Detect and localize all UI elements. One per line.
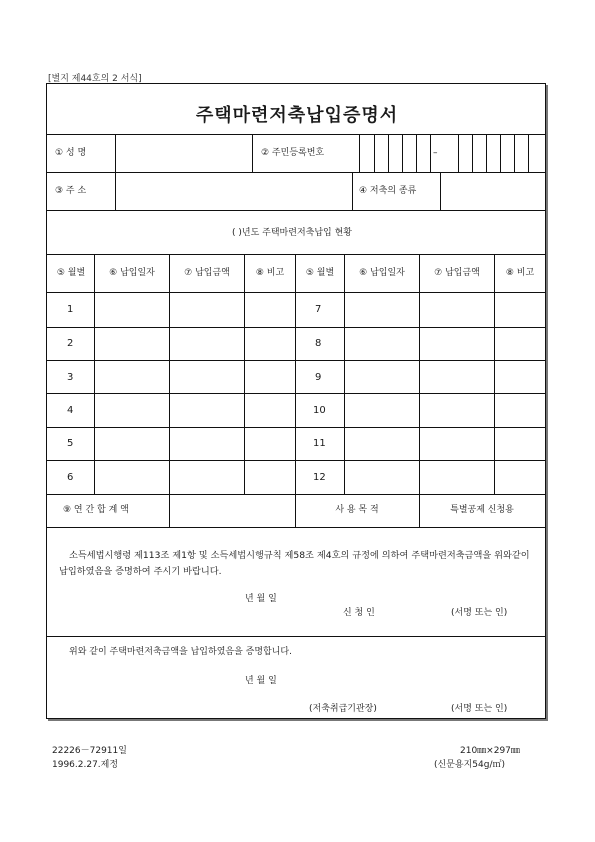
deposit-type-label: ④ 저축의 종류 xyxy=(359,186,417,196)
header-payment-date-left: ⑥ 납입일자 xyxy=(109,268,155,278)
month-cell: 5 xyxy=(67,438,74,449)
month-cell: 12 xyxy=(313,472,326,483)
resident-no-cell-divider xyxy=(388,134,389,172)
table-column-divider xyxy=(494,254,495,494)
month-cell: 11 xyxy=(313,438,326,449)
resident-number-label: ② 주민등록번호 xyxy=(261,148,325,158)
rule-below-headers xyxy=(47,292,545,293)
form-number-note: [별지 제44호의 2 서식] xyxy=(48,74,142,84)
form-title: 주택마련저축납입증명서 xyxy=(195,105,399,126)
paper-type: (신문용지54g/㎡) xyxy=(434,760,505,770)
month-cell: 8 xyxy=(315,338,322,349)
rule-month-row xyxy=(47,327,545,328)
divider-name-value xyxy=(252,134,253,172)
certificate-text: 위와 같이 주택마련저축금액을 납입하였음을 증명합니다. xyxy=(69,647,292,657)
header-payment-date-right: ⑥ 납입일자 xyxy=(359,268,405,278)
header-payment-amount-left: ⑦ 납입금액 xyxy=(184,268,230,278)
rule-below-title xyxy=(47,134,545,135)
month-cell: 10 xyxy=(313,405,326,416)
header-remarks-left: ⑧ 비고 xyxy=(255,268,285,278)
month-cell: 9 xyxy=(315,372,322,383)
month-cell: 4 xyxy=(67,405,74,416)
header-payment-amount-right: ⑦ 납입금액 xyxy=(434,268,480,278)
header-month-right: ⑤ 월별 xyxy=(305,268,335,278)
divider-resident-no-label xyxy=(359,134,360,172)
rule-month-row xyxy=(47,427,545,428)
table-column-divider xyxy=(94,254,95,494)
applicant-label: 신 청 인 xyxy=(343,608,375,618)
rule-below-status-heading xyxy=(47,254,545,255)
paper-size: 210㎜×297㎜ xyxy=(460,746,520,756)
resident-no-cell-divider xyxy=(514,134,515,172)
resident-no-cell-divider xyxy=(402,134,403,172)
rule-below-name-row xyxy=(47,172,545,173)
name-label: ① 성 명 xyxy=(55,148,87,158)
resident-no-cell-divider xyxy=(416,134,417,172)
resident-no-cell-divider xyxy=(528,134,529,172)
special-deduction-label: 특별공제 신청용 xyxy=(450,505,514,515)
divider-label-column xyxy=(115,134,116,210)
month-cell: 7 xyxy=(315,304,322,315)
usage-purpose-label: 사 용 목 적 xyxy=(335,505,379,515)
rule-below-address-row xyxy=(47,210,545,211)
table-column-divider xyxy=(244,254,245,494)
table-column-divider xyxy=(344,254,345,494)
address-label: ③ 주 소 xyxy=(55,186,87,196)
table-column-divider xyxy=(295,254,296,527)
rule-month-row xyxy=(47,393,545,394)
issuer-label: (저축취급기관장) xyxy=(309,704,377,714)
month-cell: 6 xyxy=(67,472,74,483)
applicant-signature: (서명 또는 인) xyxy=(451,608,508,618)
rule-below-total-row xyxy=(47,527,545,528)
issuer-signature: (서명 또는 인) xyxy=(451,704,508,714)
rule-month-row xyxy=(47,460,545,461)
header-remarks-right: ⑧ 비고 xyxy=(505,268,535,278)
divider-address-value xyxy=(352,172,353,210)
resident-no-cell-divider xyxy=(500,134,501,172)
request-date: 년 월 일 xyxy=(245,594,277,604)
resident-no-cell-divider xyxy=(486,134,487,172)
resident-no-cell-divider xyxy=(458,134,459,172)
month-cell: 3 xyxy=(67,372,74,383)
header-month-left: ⑤ 월별 xyxy=(56,268,86,278)
request-text: 소득세법시행령 제113조 제1항 및 소득세법시행규칙 제58조 제4호의 규정에 의하여 주택마련저축금액을 위와같이 납입하였음을 증명하여 주시기 바랍니다. xyxy=(59,550,530,577)
resident-no-cell-divider xyxy=(472,134,473,172)
rule-below-month-table xyxy=(47,494,545,495)
divider-deposit-type-label xyxy=(440,172,441,210)
month-cell: 2 xyxy=(67,338,74,349)
resident-no-cell-divider xyxy=(374,134,375,172)
table-column-divider xyxy=(169,254,170,527)
rule-month-row xyxy=(47,360,545,361)
status-heading: ( )년도 주택마련저축납입 현황 xyxy=(232,228,352,238)
enactment-date: 1996.2.27.제정 xyxy=(52,760,119,770)
resident-no-cell-divider xyxy=(430,134,431,172)
form-code: 22226－72911일 xyxy=(52,746,127,756)
resident-number-dash: – xyxy=(433,148,438,158)
certificate-form xyxy=(46,83,546,719)
annual-total-label: ⑨ 연 간 합 계 액 xyxy=(63,505,129,515)
table-column-divider xyxy=(419,254,420,527)
month-cell: 1 xyxy=(67,304,74,315)
certificate-date: 년 월 일 xyxy=(245,676,277,686)
rule-below-request xyxy=(47,636,545,637)
